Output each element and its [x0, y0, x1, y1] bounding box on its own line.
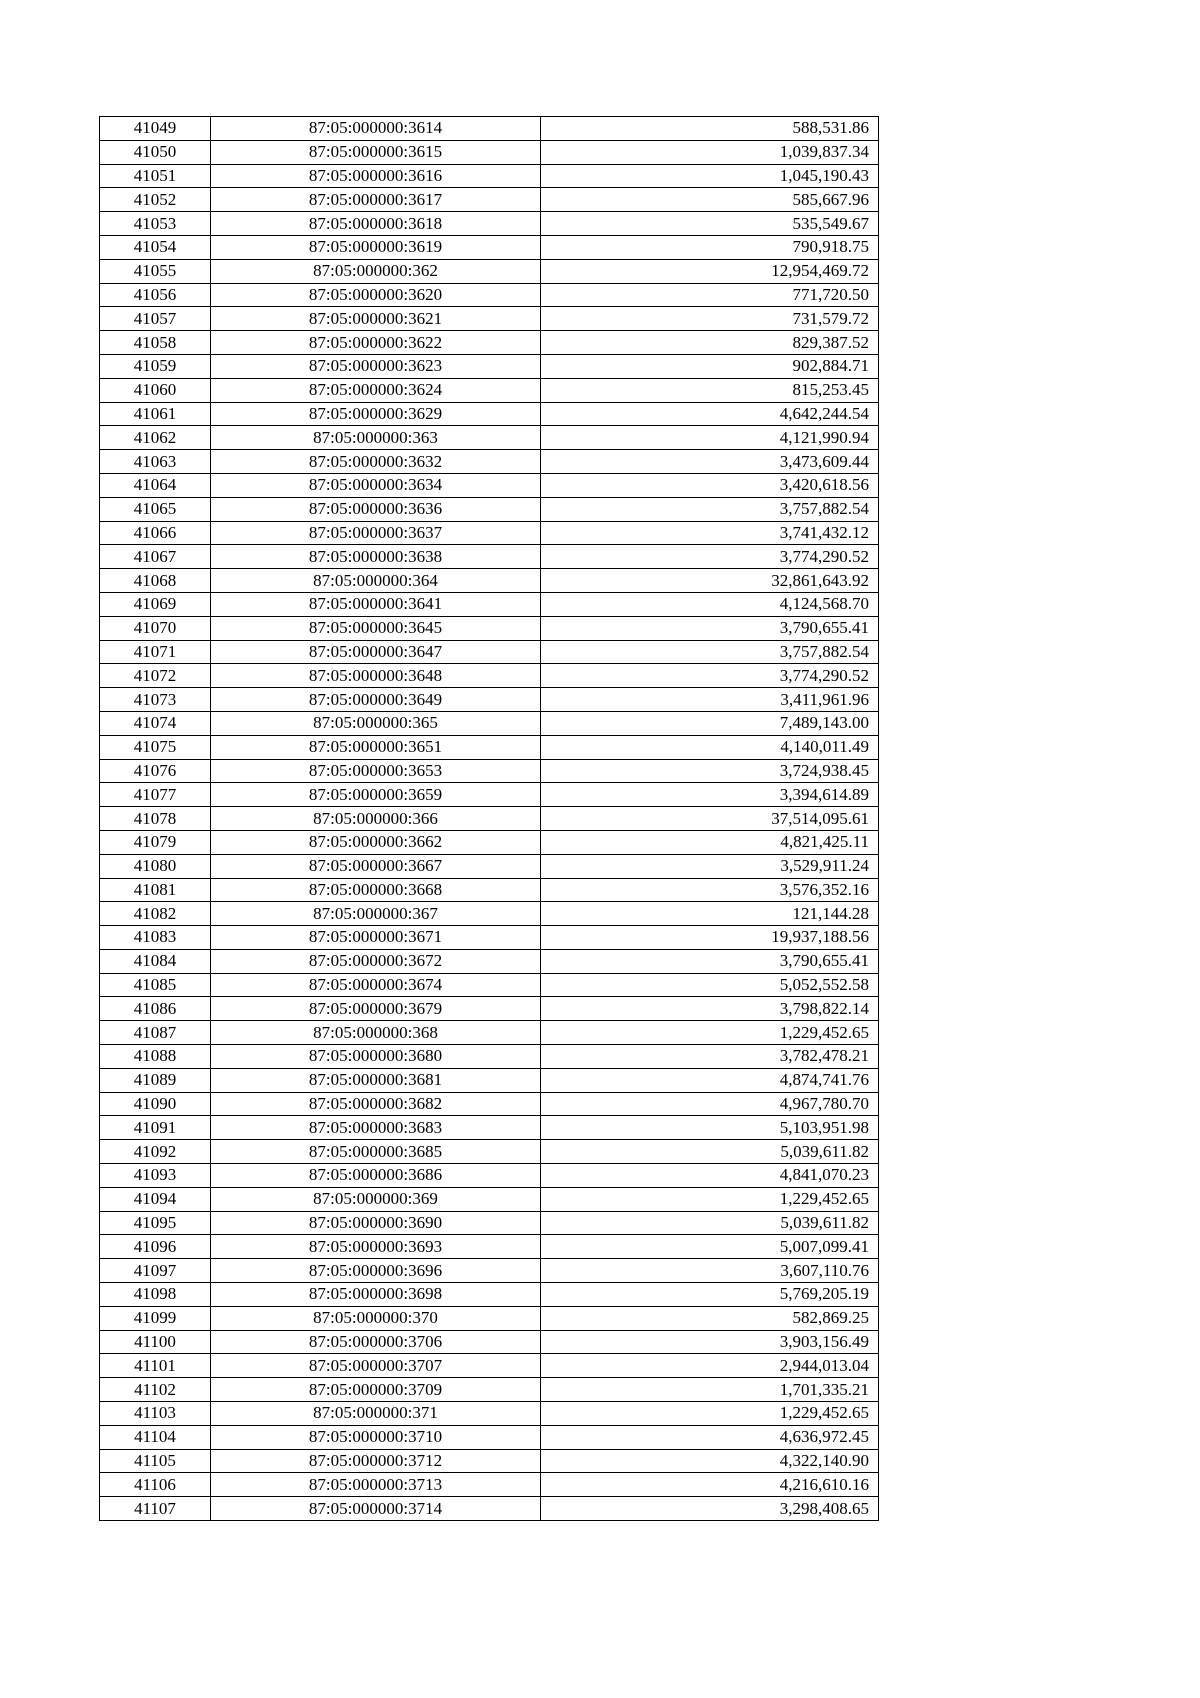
table-row [100, 830, 879, 854]
cadastral-number-cell: 87:05:000000:3623 [211, 354, 541, 378]
cadastral-number-cell: 87:05:000000:3634 [211, 473, 541, 497]
row-number-cell: 41098 [100, 1283, 211, 1307]
cadastral-number-cell: 87:05:000000:363 [211, 426, 541, 450]
table-row [100, 259, 879, 283]
row-number-cell: 41093 [100, 1164, 211, 1188]
row-number-cell: 41066 [100, 521, 211, 545]
cadastral-number-cell: 87:05:000000:3616 [211, 164, 541, 188]
cadastral-number-cell: 87:05:000000:3713 [211, 1473, 541, 1497]
row-number-cell: 41086 [100, 997, 211, 1021]
value-cell: 4,636,972.45 [541, 1425, 879, 1449]
table-row [100, 735, 879, 759]
row-number-cell: 41079 [100, 830, 211, 854]
row-number-cell: 41089 [100, 1068, 211, 1092]
table-row [100, 235, 879, 259]
table-row [100, 450, 879, 474]
cadastral-number-cell: 87:05:000000:370 [211, 1306, 541, 1330]
table-row [100, 997, 879, 1021]
row-number-cell: 41057 [100, 307, 211, 331]
table-row [100, 1402, 879, 1426]
cadastral-number-cell: 87:05:000000:3629 [211, 402, 541, 426]
row-number-cell: 41070 [100, 616, 211, 640]
table-row [100, 616, 879, 640]
cadastral-number-cell: 87:05:000000:3714 [211, 1497, 541, 1521]
cadastral-number-cell: 87:05:000000:362 [211, 259, 541, 283]
value-cell: 3,782,478.21 [541, 1045, 879, 1069]
value-cell: 4,821,425.11 [541, 830, 879, 854]
table-row [100, 117, 879, 141]
table-row [100, 1259, 879, 1283]
table-row [100, 1497, 879, 1521]
value-cell: 19,937,188.56 [541, 926, 879, 950]
table-row [100, 878, 879, 902]
cadastral-number-cell: 87:05:000000:3622 [211, 331, 541, 355]
table-row [100, 1092, 879, 1116]
row-number-cell: 41085 [100, 973, 211, 997]
row-number-cell: 41100 [100, 1330, 211, 1354]
row-number-cell: 41051 [100, 164, 211, 188]
table-row [100, 1354, 879, 1378]
cadastral-number-cell: 87:05:000000:3710 [211, 1425, 541, 1449]
value-cell: 3,774,290.52 [541, 664, 879, 688]
table-row [100, 711, 879, 735]
row-number-cell: 41049 [100, 117, 211, 141]
table-row [100, 545, 879, 569]
row-number-cell: 41106 [100, 1473, 211, 1497]
table-row [100, 1306, 879, 1330]
value-cell: 5,039,611.82 [541, 1211, 879, 1235]
row-number-cell: 41081 [100, 878, 211, 902]
table-row [100, 592, 879, 616]
table-row [100, 1425, 879, 1449]
cadastral-number-cell: 87:05:000000:3615 [211, 140, 541, 164]
value-cell: 3,903,156.49 [541, 1330, 879, 1354]
table-row [100, 926, 879, 950]
table-row [100, 1164, 879, 1188]
cadastral-number-cell: 87:05:000000:3636 [211, 497, 541, 521]
cadastral-number-cell: 87:05:000000:3653 [211, 759, 541, 783]
value-cell: 815,253.45 [541, 378, 879, 402]
value-cell: 3,411,961.96 [541, 688, 879, 712]
value-cell: 829,387.52 [541, 331, 879, 355]
row-number-cell: 41063 [100, 450, 211, 474]
row-number-cell: 41084 [100, 949, 211, 973]
value-cell: 790,918.75 [541, 235, 879, 259]
row-number-cell: 41069 [100, 592, 211, 616]
cadastral-number-cell: 87:05:000000:3632 [211, 450, 541, 474]
row-number-cell: 41096 [100, 1235, 211, 1259]
value-cell: 12,954,469.72 [541, 259, 879, 283]
cadastral-number-cell: 87:05:000000:367 [211, 902, 541, 926]
cadastral-number-cell: 87:05:000000:3674 [211, 973, 541, 997]
row-number-cell: 41088 [100, 1045, 211, 1069]
row-number-cell: 41060 [100, 378, 211, 402]
row-number-cell: 41076 [100, 759, 211, 783]
table-row [100, 783, 879, 807]
cadastral-number-cell: 87:05:000000:371 [211, 1402, 541, 1426]
value-cell: 5,052,552.58 [541, 973, 879, 997]
value-cell: 5,103,951.98 [541, 1116, 879, 1140]
value-cell: 4,140,011.49 [541, 735, 879, 759]
table-row [100, 1211, 879, 1235]
row-number-cell: 41105 [100, 1449, 211, 1473]
cadastral-number-cell: 87:05:000000:3619 [211, 235, 541, 259]
value-cell: 1,229,452.65 [541, 1021, 879, 1045]
row-number-cell: 41062 [100, 426, 211, 450]
value-cell: 4,967,780.70 [541, 1092, 879, 1116]
cadastral-number-cell: 87:05:000000:3638 [211, 545, 541, 569]
value-cell: 4,124,568.70 [541, 592, 879, 616]
value-cell: 3,757,882.54 [541, 497, 879, 521]
value-cell: 3,798,822.14 [541, 997, 879, 1021]
row-number-cell: 41052 [100, 188, 211, 212]
row-number-cell: 41099 [100, 1306, 211, 1330]
cadastral-number-cell: 87:05:000000:366 [211, 807, 541, 831]
table-row [100, 949, 879, 973]
row-number-cell: 41072 [100, 664, 211, 688]
cadastral-number-cell: 87:05:000000:3620 [211, 283, 541, 307]
value-cell: 5,769,205.19 [541, 1283, 879, 1307]
value-cell: 3,607,110.76 [541, 1259, 879, 1283]
table-row [100, 473, 879, 497]
table-row [100, 426, 879, 450]
value-cell: 7,489,143.00 [541, 711, 879, 735]
value-cell: 1,229,452.65 [541, 1187, 879, 1211]
table-row [100, 283, 879, 307]
value-cell: 3,420,618.56 [541, 473, 879, 497]
value-cell: 902,884.71 [541, 354, 879, 378]
table-row [100, 164, 879, 188]
value-cell: 3,529,911.24 [541, 854, 879, 878]
cadastral-value-table [99, 116, 879, 1521]
row-number-cell: 41073 [100, 688, 211, 712]
table-row [100, 1045, 879, 1069]
cadastral-number-cell: 87:05:000000:3679 [211, 997, 541, 1021]
table-row [100, 1140, 879, 1164]
cadastral-number-cell: 87:05:000000:3614 [211, 117, 541, 141]
table-row [100, 569, 879, 593]
cadastral-number-cell: 87:05:000000:3668 [211, 878, 541, 902]
table-row [100, 854, 879, 878]
row-number-cell: 41103 [100, 1402, 211, 1426]
value-cell: 32,861,643.92 [541, 569, 879, 593]
row-number-cell: 41056 [100, 283, 211, 307]
table-row [100, 1187, 879, 1211]
value-cell: 2,944,013.04 [541, 1354, 879, 1378]
value-cell: 4,642,244.54 [541, 402, 879, 426]
value-cell: 5,007,099.41 [541, 1235, 879, 1259]
cadastral-number-cell: 87:05:000000:3698 [211, 1283, 541, 1307]
value-cell: 4,121,990.94 [541, 426, 879, 450]
row-number-cell: 41080 [100, 854, 211, 878]
row-number-cell: 41090 [100, 1092, 211, 1116]
table-row [100, 640, 879, 664]
cadastral-number-cell: 87:05:000000:3696 [211, 1259, 541, 1283]
cadastral-number-cell: 87:05:000000:3645 [211, 616, 541, 640]
value-cell: 3,790,655.41 [541, 616, 879, 640]
table-row [100, 807, 879, 831]
row-number-cell: 41092 [100, 1140, 211, 1164]
cadastral-number-cell: 87:05:000000:3712 [211, 1449, 541, 1473]
value-cell: 3,790,655.41 [541, 949, 879, 973]
row-number-cell: 41074 [100, 711, 211, 735]
row-number-cell: 41058 [100, 331, 211, 355]
value-cell: 4,322,140.90 [541, 1449, 879, 1473]
row-number-cell: 41075 [100, 735, 211, 759]
value-cell: 582,869.25 [541, 1306, 879, 1330]
table-row [100, 1068, 879, 1092]
cadastral-number-cell: 87:05:000000:3686 [211, 1164, 541, 1188]
value-cell: 1,229,452.65 [541, 1402, 879, 1426]
table-row [100, 354, 879, 378]
table-row [100, 902, 879, 926]
table-row [100, 664, 879, 688]
value-cell: 588,531.86 [541, 117, 879, 141]
row-number-cell: 41082 [100, 902, 211, 926]
row-number-cell: 41065 [100, 497, 211, 521]
table-row [100, 402, 879, 426]
cadastral-number-cell: 87:05:000000:3659 [211, 783, 541, 807]
table-row [100, 378, 879, 402]
row-number-cell: 41104 [100, 1425, 211, 1449]
table-row [100, 331, 879, 355]
row-number-cell: 41054 [100, 235, 211, 259]
value-cell: 3,774,290.52 [541, 545, 879, 569]
cadastral-number-cell: 87:05:000000:3685 [211, 1140, 541, 1164]
value-cell: 3,741,432.12 [541, 521, 879, 545]
table-row [100, 1283, 879, 1307]
table-row [100, 307, 879, 331]
cadastral-number-cell: 87:05:000000:364 [211, 569, 541, 593]
value-cell: 3,757,882.54 [541, 640, 879, 664]
value-cell: 1,045,190.43 [541, 164, 879, 188]
table-row [100, 688, 879, 712]
cadastral-number-cell: 87:05:000000:369 [211, 1187, 541, 1211]
row-number-cell: 41087 [100, 1021, 211, 1045]
cadastral-number-cell: 87:05:000000:365 [211, 711, 541, 735]
cadastral-number-cell: 87:05:000000:3651 [211, 735, 541, 759]
row-number-cell: 41055 [100, 259, 211, 283]
cadastral-number-cell: 87:05:000000:3690 [211, 1211, 541, 1235]
cadastral-number-cell: 87:05:000000:3617 [211, 188, 541, 212]
value-cell: 731,579.72 [541, 307, 879, 331]
cadastral-number-cell: 87:05:000000:3672 [211, 949, 541, 973]
cadastral-number-cell: 87:05:000000:3641 [211, 592, 541, 616]
row-number-cell: 41095 [100, 1211, 211, 1235]
table-body [100, 117, 879, 1521]
table-row [100, 140, 879, 164]
value-cell: 535,549.67 [541, 212, 879, 236]
value-cell: 3,394,614.89 [541, 783, 879, 807]
table-row [100, 1378, 879, 1402]
row-number-cell: 41050 [100, 140, 211, 164]
row-number-cell: 41061 [100, 402, 211, 426]
cadastral-number-cell: 87:05:000000:3624 [211, 378, 541, 402]
table-row [100, 1330, 879, 1354]
cadastral-number-cell: 87:05:000000:3618 [211, 212, 541, 236]
cadastral-number-cell: 87:05:000000:3648 [211, 664, 541, 688]
table-row [100, 1235, 879, 1259]
row-number-cell: 41077 [100, 783, 211, 807]
table-row [100, 759, 879, 783]
row-number-cell: 41107 [100, 1497, 211, 1521]
cadastral-number-cell: 87:05:000000:3662 [211, 830, 541, 854]
row-number-cell: 41059 [100, 354, 211, 378]
row-number-cell: 41102 [100, 1378, 211, 1402]
cadastral-number-cell: 87:05:000000:3621 [211, 307, 541, 331]
table-row [100, 1021, 879, 1045]
value-cell: 771,720.50 [541, 283, 879, 307]
value-cell: 121,144.28 [541, 902, 879, 926]
table-row [100, 973, 879, 997]
value-cell: 3,298,408.65 [541, 1497, 879, 1521]
value-cell: 1,039,837.34 [541, 140, 879, 164]
table-row [100, 188, 879, 212]
value-cell: 4,216,610.16 [541, 1473, 879, 1497]
cadastral-number-cell: 87:05:000000:3671 [211, 926, 541, 950]
table-row [100, 1473, 879, 1497]
cadastral-number-cell: 87:05:000000:3682 [211, 1092, 541, 1116]
cadastral-number-cell: 87:05:000000:3706 [211, 1330, 541, 1354]
row-number-cell: 41068 [100, 569, 211, 593]
value-cell: 585,667.96 [541, 188, 879, 212]
cadastral-number-cell: 87:05:000000:3681 [211, 1068, 541, 1092]
row-number-cell: 41083 [100, 926, 211, 950]
table-row [100, 1116, 879, 1140]
value-cell: 3,724,938.45 [541, 759, 879, 783]
table-row [100, 521, 879, 545]
cadastral-number-cell: 87:05:000000:3709 [211, 1378, 541, 1402]
cadastral-number-cell: 87:05:000000:3637 [211, 521, 541, 545]
value-cell: 1,701,335.21 [541, 1378, 879, 1402]
cadastral-number-cell: 87:05:000000:3649 [211, 688, 541, 712]
value-cell: 5,039,611.82 [541, 1140, 879, 1164]
row-number-cell: 41101 [100, 1354, 211, 1378]
row-number-cell: 41097 [100, 1259, 211, 1283]
row-number-cell: 41094 [100, 1187, 211, 1211]
value-cell: 37,514,095.61 [541, 807, 879, 831]
cadastral-number-cell: 87:05:000000:3680 [211, 1045, 541, 1069]
table-row [100, 1449, 879, 1473]
value-cell: 3,576,352.16 [541, 878, 879, 902]
cadastral-number-cell: 87:05:000000:3683 [211, 1116, 541, 1140]
row-number-cell: 41071 [100, 640, 211, 664]
row-number-cell: 41078 [100, 807, 211, 831]
cadastral-number-cell: 87:05:000000:3647 [211, 640, 541, 664]
value-cell: 4,841,070.23 [541, 1164, 879, 1188]
row-number-cell: 41091 [100, 1116, 211, 1140]
cadastral-number-cell: 87:05:000000:3667 [211, 854, 541, 878]
cadastral-number-cell: 87:05:000000:368 [211, 1021, 541, 1045]
row-number-cell: 41064 [100, 473, 211, 497]
value-cell: 4,874,741.76 [541, 1068, 879, 1092]
row-number-cell: 41067 [100, 545, 211, 569]
cadastral-number-cell: 87:05:000000:3693 [211, 1235, 541, 1259]
value-cell: 3,473,609.44 [541, 450, 879, 474]
row-number-cell: 41053 [100, 212, 211, 236]
cadastral-number-cell: 87:05:000000:3707 [211, 1354, 541, 1378]
table-row [100, 497, 879, 521]
table-row [100, 212, 879, 236]
